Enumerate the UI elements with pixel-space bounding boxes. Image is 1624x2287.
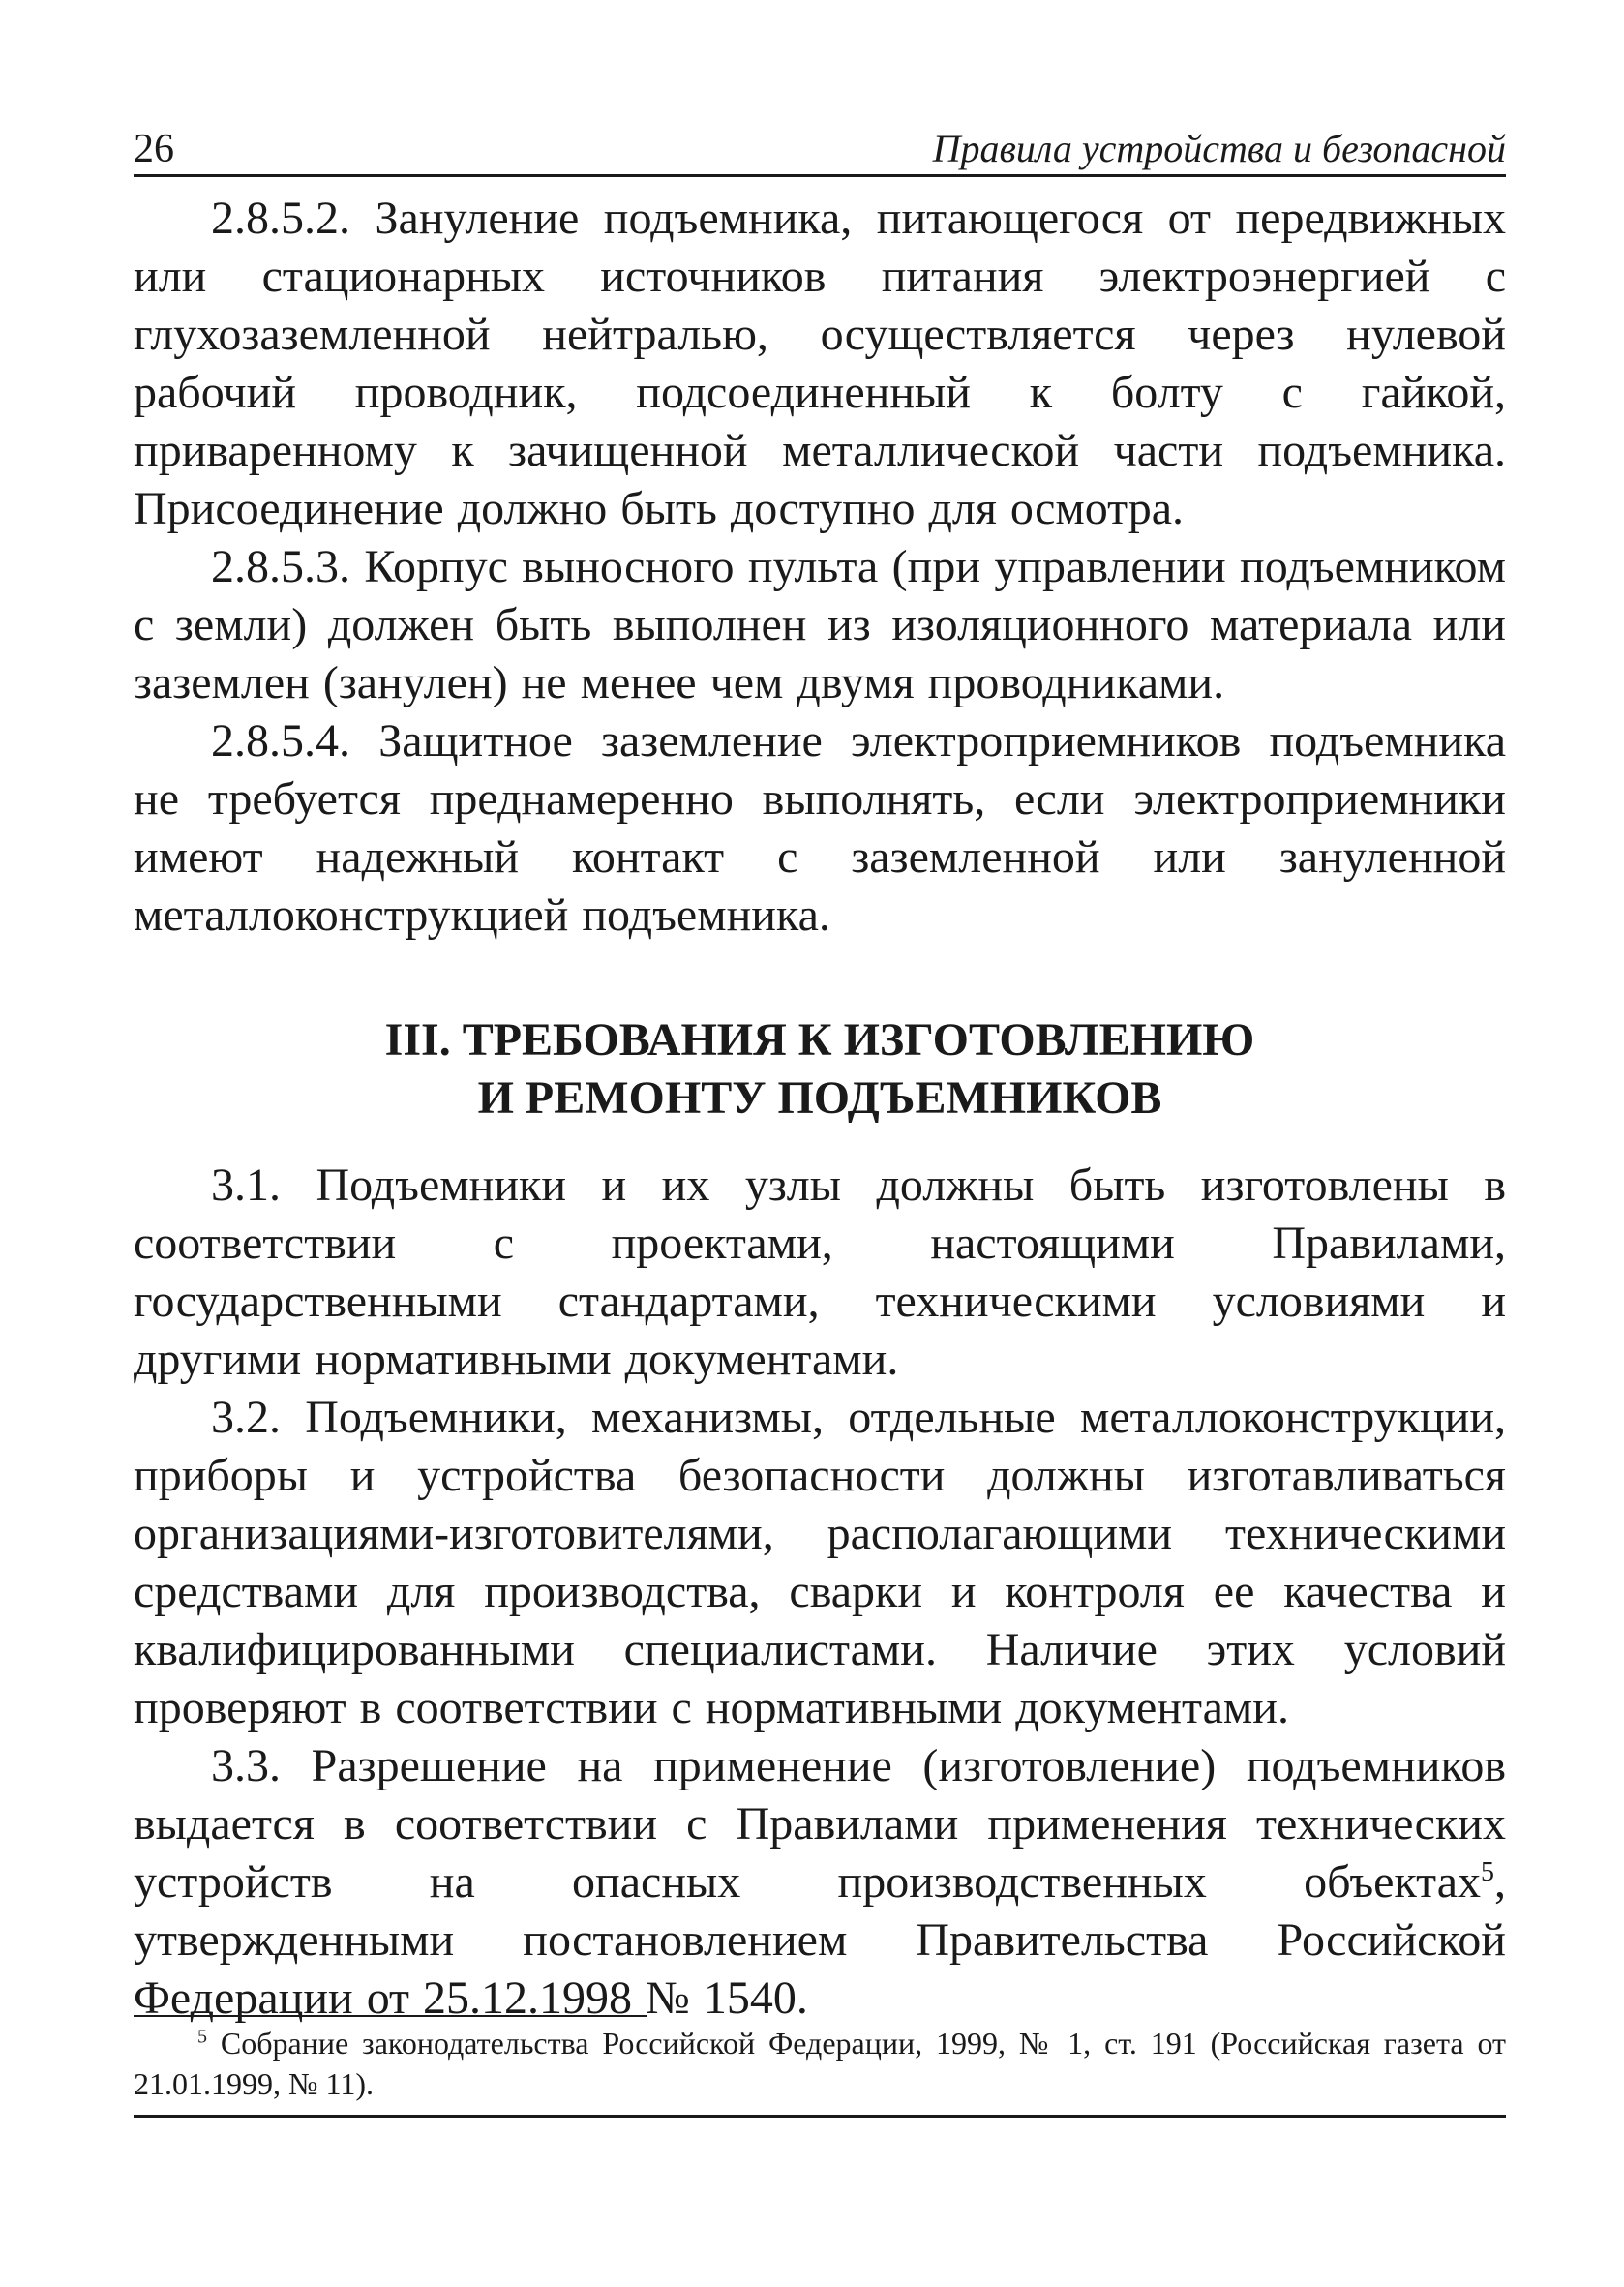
section-heading-line-2: И РЕМОНТУ ПОДЪЕМНИКОВ <box>477 1072 1162 1124</box>
paragraph-3-3-text-b: , утвержденными постановлением Правительства Российской Федерации от 25.12.1998 № 1540. <box>134 1856 1506 2024</box>
body-text-top <box>134 190 1506 945</box>
paragraph-3-2: 3.2. Подъемники, механизмы, отдельные металлоконструкции, приборы и устройства безопасности должны изготавливаться организациями-изготовителями, располагающими техническими средствами для производства, сварки и контроля ее качества и квалифицированными специалистами. Наличие этих условий проверяют в соответствии с нормативными документами. <box>134 1392 1506 1733</box>
paragraph-3-1: 3.1. Подъемники и их узлы должны быть изготовлены в соответствии с проектами, настоящими Правилами, государственными стандартами, техническими условиями и другими нормативными документами. <box>134 1159 1506 1385</box>
footnote-marker: 5 <box>197 2026 207 2048</box>
paragraph-3-3-text-a: 3.3. Разрешение на применение (изготовление) подъемников выдается в соответствии с Правилами применения технических устройств на опасных производственных объектах <box>134 1740 1506 1908</box>
section-heading <box>134 1011 1506 1128</box>
footnote-separator <box>134 2015 647 2017</box>
footnote-reference: 5 <box>1481 1857 1494 1887</box>
paragraph-2-8-5-4: 2.8.5.4. Защитное заземление электроприемников подъемника не требуется преднамеренно выполнять, если электроприемники имеют надежный контакт с заземленной или зануленной металлоконструкцией подъемника. <box>134 715 1506 941</box>
paragraph-2-8-5-3: 2.8.5.3. Корпус выносного пульта (при управлении подъемником с земли) должен быть выполнен из изоляционного материала или заземлен (занулен) не менее чем двумя проводниками. <box>134 541 1506 708</box>
footnote <box>134 2023 1506 2104</box>
page-header <box>134 116 1506 177</box>
page-number: 26 <box>134 127 174 171</box>
bottom-rule <box>134 2115 1506 2118</box>
section-heading-line-1: III. ТРЕБОВАНИЯ К ИЗГОТОВЛЕНИЮ <box>384 1014 1255 1066</box>
footnote-text: Собрание законодательства Российской Федерации, 1999, № 1, ст. 191 (Российская газета от 21.01.1999, № 11). <box>134 2026 1506 2101</box>
body-text-bottom <box>134 1157 1506 2028</box>
paragraph-3-3 <box>134 1737 1506 2028</box>
paragraph-2-8-5-2: 2.8.5.2. Зануление подъемника, питающегося от передвижных или стационарных источников питания электроэнергией с глухозаземленной нейтралью, осуществляется через нулевой рабочий проводник, подсоединенный к болту с гайкой, приваренному к зачищенной металлической части подъемника. Присоединение должно быть доступно для осмотра. <box>134 193 1506 534</box>
running-title: Правила устройства и безопасной <box>932 127 1506 170</box>
